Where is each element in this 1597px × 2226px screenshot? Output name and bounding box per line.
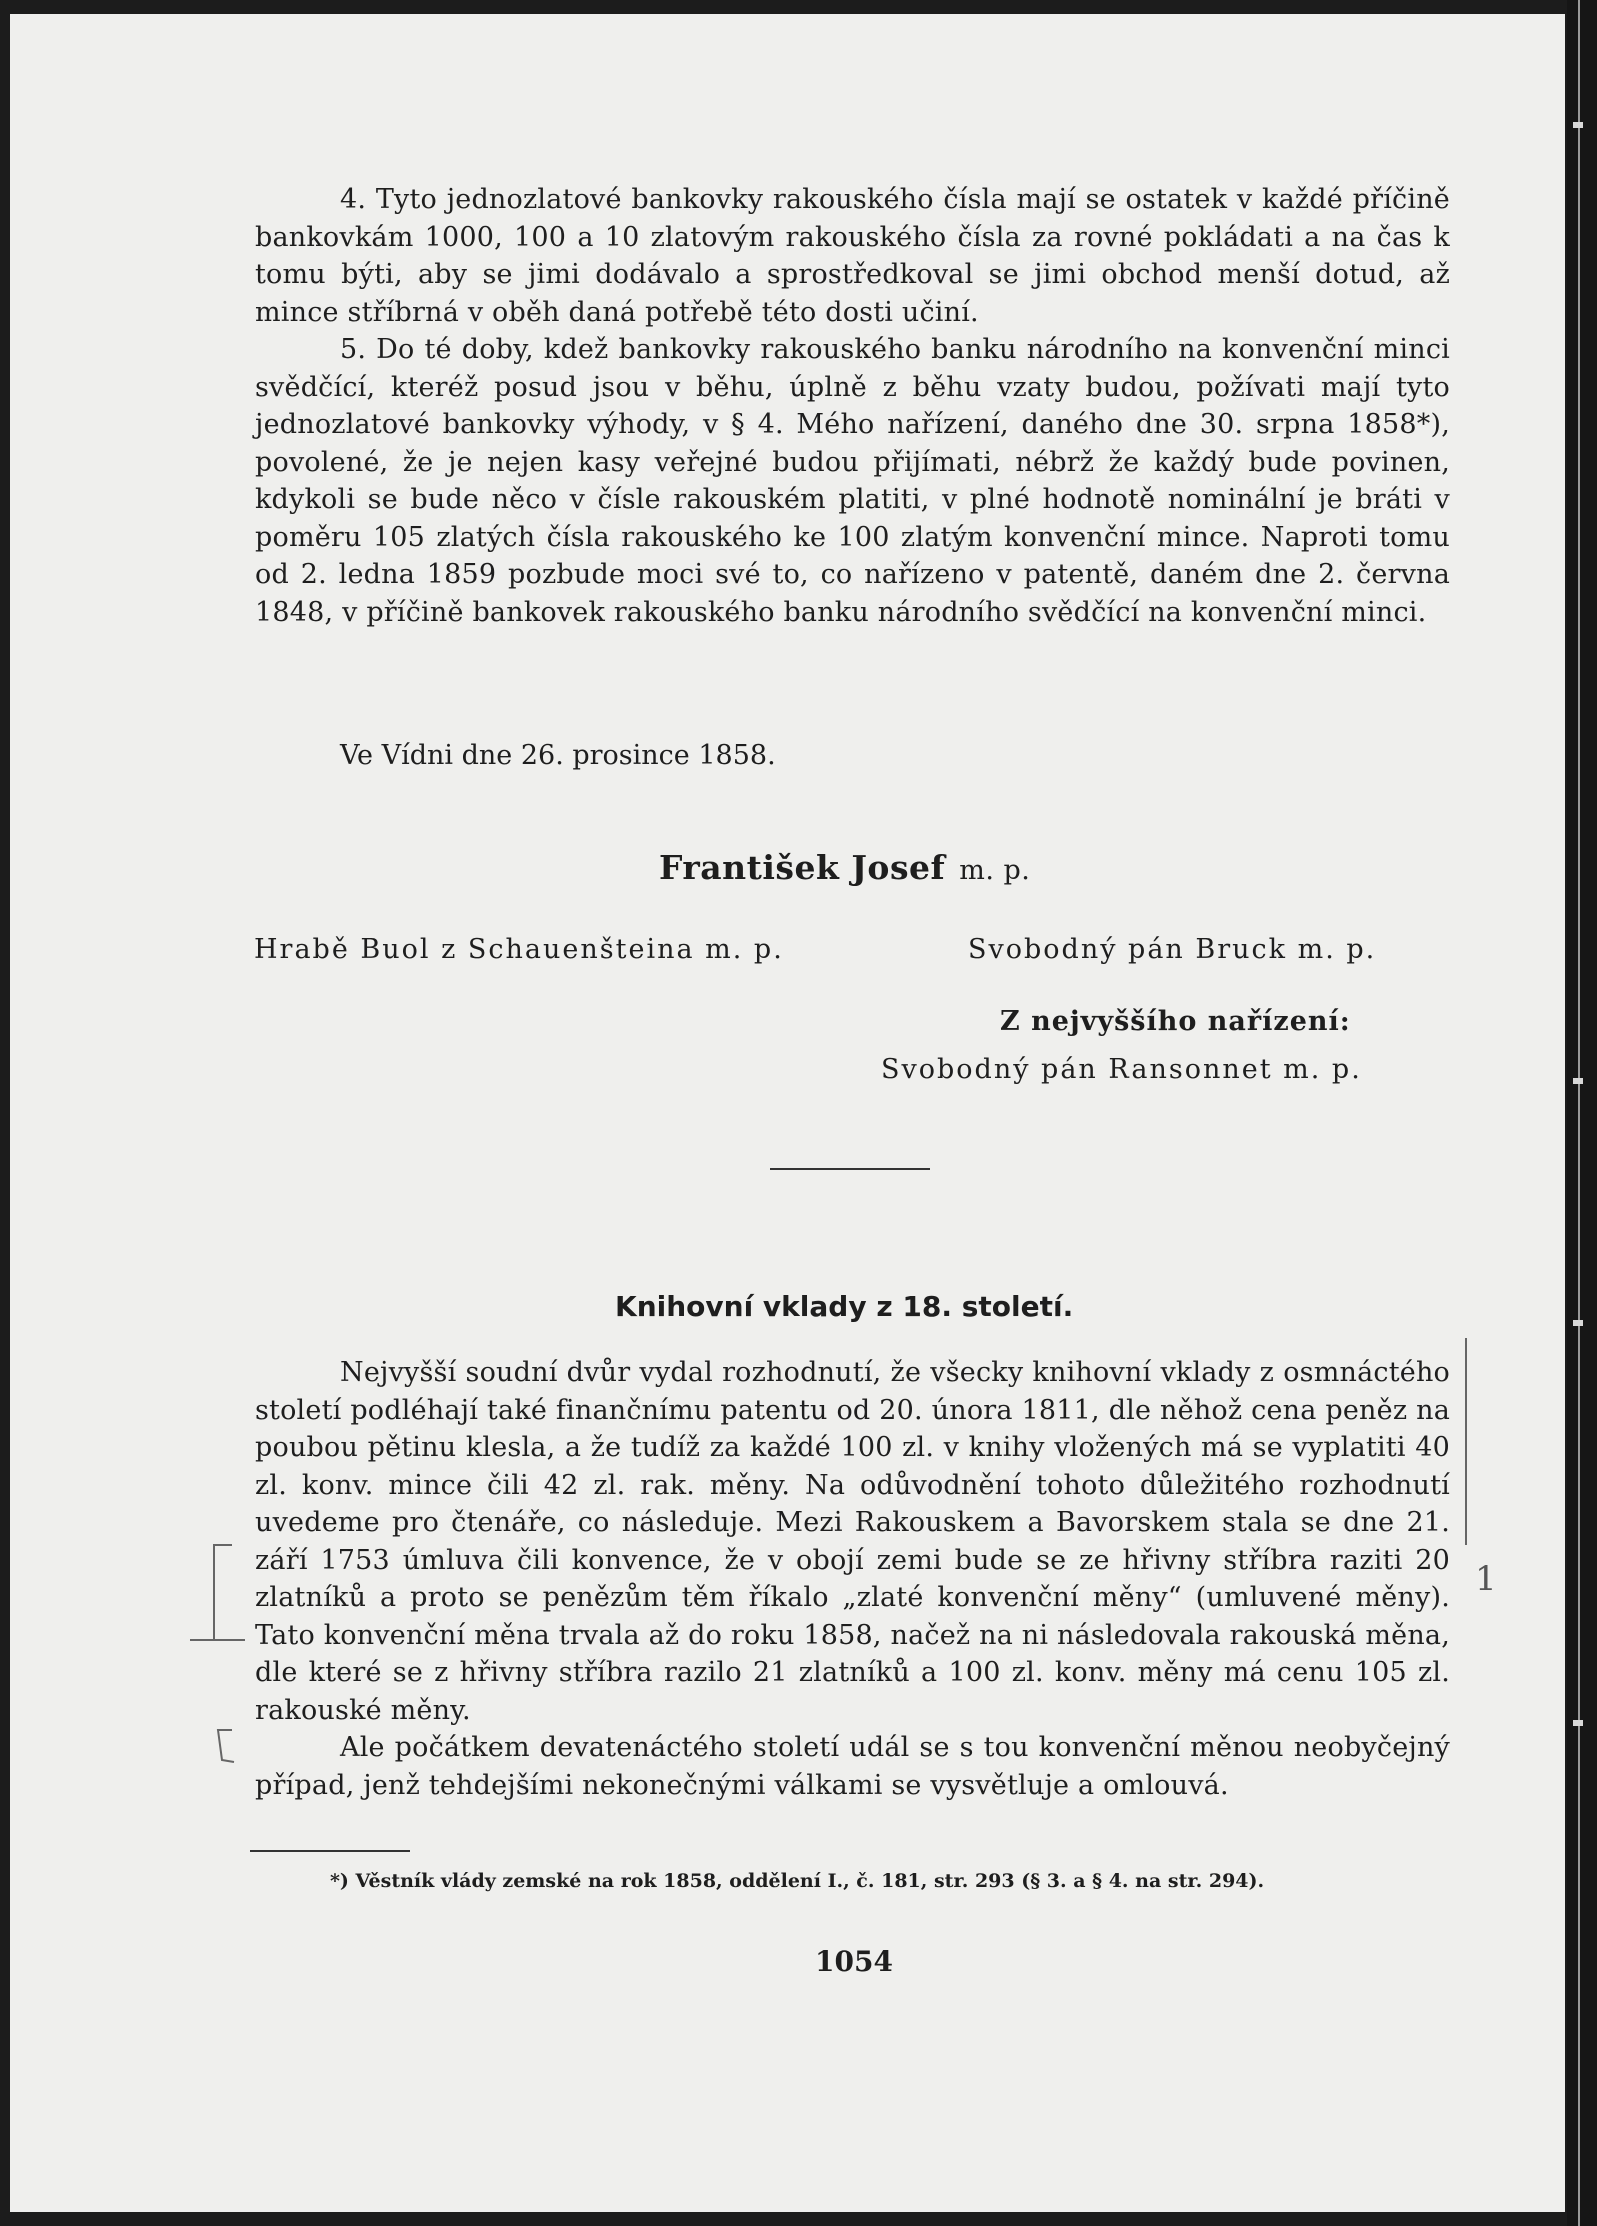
paragraph-5: 5. Do té doby, kdež bankovky rakouského banku národního na konvenční minci svědčící, kteréž posud jsou v běhu, úplně z běhu vzaty budou, požívati mají tyto jednozlatové bankovky výhody, v § 4. Mého nařízení, daného dne 30. srpna 1858*), povolené, že je nejen kasy veřejné budou přijímati, nébrž že každý bude povinen, kdykoli se bude něco v čísle rakouském platiti, v plné hodnotě nominální je bráti v poměru 105 zlatých čísla rakouského ke 100 zlatým konvenční mince. Naproti tomu od 2. ledna 1859 pozbude moci své to, co nařízeno v patentě, daném dne 2. června 1848, v příčině bankovek rakouského banku národního svědčící na konvenční minci. xyxy=(255,334,1450,628)
page-number: 1054 xyxy=(815,1945,893,1978)
signature-right: Svobodný pán Bruck m. p. xyxy=(968,934,1377,965)
signature-ordered: Svobodný pán Ransonnet m. p. xyxy=(881,1054,1362,1085)
margin-bracket xyxy=(190,1545,245,1762)
article-paragraph: Ale počátkem devatenáctého století udál se s tou konvenční měnou neobyčejný případ, jenž tehdejšími nekonečnými válkami se vysvětluje a omlouvá. xyxy=(255,1732,1450,1801)
order-label: Z nejvyššího nařízení: xyxy=(1000,1006,1351,1037)
paragraph-4: 4. Tyto jednozlatové bankovky rakouského čísla mají se ostatek v každé příčině bankovkám 1000, 100 a 10 zlatovým rakouského čísla za rovné pokládati a na čas k tomu býti, aby se jimi dodávalo a sprostředkoval se jimi obchod menší dotud, až mince stříbrná v oběh daná potřebě této dosti učiní. xyxy=(255,184,1450,328)
emperor-suffix: m. p. xyxy=(959,855,1031,886)
signature-left: Hrabě Buol z Schauenšteina m. p. xyxy=(254,934,784,965)
margin-number: 1 xyxy=(1475,1559,1497,1599)
article-paragraph: Nejvyšší soudní dvůr vydal rozhodnutí, že všecky knihovní vklady z osmnáctého století podléhají také finančnímu patentu od 20. února 1811, dle něhož cena peněz na poubou pětinu klesla, a že tudíž za každé 100 zl. v knihy vložených má se vyplatiti 40 zl. konv. mince čili 42 zl. rak. měny. Na odůvodnění tohoto důležitého rozhodnutí uvedeme pro čtenáře, co následuje. Mezi Rakouskem a Bavorskem stala se dne 21. září 1753 úmluva čili konvence, že v obojí zemi bude se ze hřivny stříbra raziti 20 zlatníků a proto se penězům těm říkalo „zlaté konvenční měny“ (umluvené měny). Tato konvenční měna trvala až do roku 1858, načež na ni následovala rakouská měna, dle které se z hřivny stříbra razilo 21 zlatníků a 100 zl. konv. měny má cenu 105 zl. rakouské měny. xyxy=(255,1357,1450,1726)
footnote: *) Věstník vlády zemské na rok 1858, oddělení I., č. 181, str. 293 (§ 3. a § 4. na str. 294). xyxy=(330,1870,1265,1892)
emperor-name: František Josef xyxy=(659,848,946,887)
date-line: Ve Vídni dne 26. prosince 1858. xyxy=(340,740,776,771)
section-heading: Knihovní vklady z 18. století. xyxy=(615,1290,1074,1323)
